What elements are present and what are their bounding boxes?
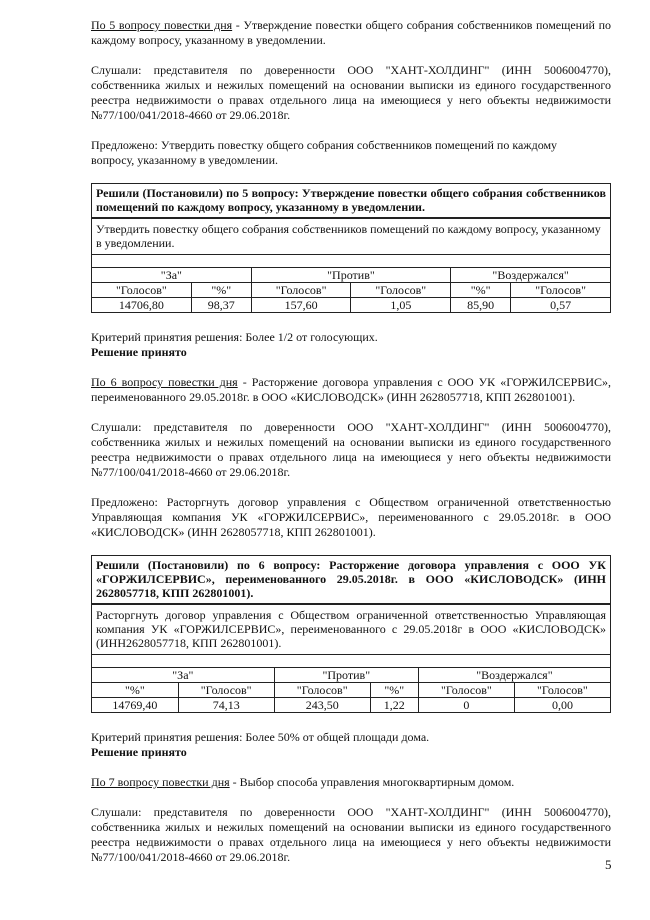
- q5-agenda-text: - Утверждение повестки общего собрания собственников помещений по каждому вопросу, указанному в уведомлении.: [91, 18, 611, 47]
- q6-col-header: "Голосов": [178, 683, 274, 698]
- q6-result: Решение принято: [91, 745, 187, 759]
- page-number: 5: [605, 857, 612, 872]
- q6-heard: Слушали: представителя по доверенности ООО "ХАНТ-ХОЛДИНГ" (ИНН 5006004770), собственника жилых и нежилых помещений на основании выписки из единого государственного реестра недвижимости о правах отдельного лица на имеющиеся у него объекты недвижимости №77/100/041/2018-4660 от 29.06.2018г.: [91, 420, 611, 479]
- q7-agenda: [91, 775, 611, 790]
- q6-agenda: [91, 375, 611, 405]
- q5-col-header: "Голосов": [351, 283, 451, 298]
- document-page: [91, 18, 611, 880]
- q7-heard: Слушали: представителя по доверенности ООО "ХАНТ-ХОЛДИНГ" (ИНН 5006004770), собственника жилых и нежилых помещений на основании выписки из единого государственного реестра недвижимости о правах отдельного лица на имеющиеся у него объекты недвижимости №77/100/041/2018-4660 от 29.06.2018г.: [91, 805, 611, 864]
- q5-decision-text: Утвердить повестку общего собрания собственников помещений по каждому вопросу, указанному в уведомлении.: [92, 218, 611, 255]
- q6-decision-table: [91, 555, 611, 713]
- q6-decision-text: Расторгнуть договор управления с Обществом ограниченной ответственностью Управляющая компания УК «ГОРЖИЛСЕРВИС», переименованного с 29.05.2018г в ООО «КИСЛОВОДСК» (ИНН2628057718, КПП 262801001).: [92, 604, 611, 655]
- q6-agenda-text: - Расторжение договора управления с ООО УК «ГОРЖИЛСЕРВИС», переименованного 29.05.2018г. в ООО «КИСЛОВОДСК» (ИНН 2628057718, КПП 262801001).: [91, 375, 611, 404]
- q5-agenda: [91, 18, 611, 48]
- q5-group-against: "Против": [251, 268, 450, 283]
- q5-group-for: "За": [92, 268, 252, 283]
- q5-col-header: "Голосов": [92, 283, 192, 298]
- q6-group-for: "За": [92, 668, 275, 683]
- q6-value-cell: 243,50: [274, 698, 370, 713]
- q6-agenda-label: По 6 вопросу повестки дня: [91, 375, 238, 389]
- q5-decision-table: [91, 183, 611, 313]
- q5-col-header: "Голосов": [511, 283, 611, 298]
- q5-col-header: "%": [191, 283, 251, 298]
- q6-col-header: "%": [370, 683, 418, 698]
- q7-agenda-label: По 7 вопросу повестки дня: [91, 775, 230, 789]
- q6-col-header: "Голосов": [418, 683, 514, 698]
- q6-value-cell: 74,13: [178, 698, 274, 713]
- q5-col-header: "%": [451, 283, 511, 298]
- q6-value-cell: 14769,40: [92, 698, 179, 713]
- q6-col-header: "Голосов": [274, 683, 370, 698]
- q6-group-abstain: "Воздержался": [418, 668, 610, 683]
- q5-value-cell: 14706,80: [92, 298, 192, 313]
- q5-criterion: Критерий принятия решения: Более 1/2 от голосующих.: [91, 330, 378, 344]
- q5-decision-title: Решили (Постановили) по 5 вопросу: Утверждение повестки общего собрания собственников помещений по каждому вопросу, указанному в уведомлении.: [92, 184, 611, 219]
- q5-proposed: Предложено: Утвердить повестку общего собрания собственников помещений по каждому вопросу, указанному в уведомлении.: [91, 138, 558, 167]
- q6-col-header: "Голосов": [514, 683, 610, 698]
- q6-value-cell: 0,00: [514, 698, 610, 713]
- q5-heard: Слушали: представителя по доверенности ООО "ХАНТ-ХОЛДИНГ" (ИНН 5006004770), собственника жилых и нежилых помещений на основании выписки из единого государственного реестра недвижимости о правах отдельного лица на имеющиеся у него объекты недвижимости №77/100/041/2018-4660 от 29.06.2018г.: [91, 63, 611, 122]
- q6-group-against: "Против": [274, 668, 418, 683]
- q5-spacer-row: [92, 255, 611, 268]
- q6-value-cell: 1,22: [370, 698, 418, 713]
- q5-value-cell: 157,60: [251, 298, 351, 313]
- q5-group-abstain: "Воздержался": [451, 268, 611, 283]
- q5-agenda-label: По 5 вопросу повестки дня: [91, 18, 233, 32]
- q5-value-cell: 98,37: [191, 298, 251, 313]
- q6-decision-title: Решили (Постановили) по 6 вопросу: Расторжение договора управления с ООО УК «ГОРЖИЛСЕРВИС», переименованного 29.05.2018г. в ООО «КИСЛОВОДСК» (ИНН 2628057718, КПП 262801001).: [92, 556, 611, 605]
- q5-value-cell: 0,57: [511, 298, 611, 313]
- q5-value-cell: 85,90: [451, 298, 511, 313]
- q6-spacer-row: [92, 655, 611, 668]
- q5-value-cell: 1,05: [351, 298, 451, 313]
- q6-col-header: "%": [92, 683, 179, 698]
- q5-col-header: "Голосов": [251, 283, 351, 298]
- q6-criterion: Критерий принятия решения: Более 50% от общей площади дома.: [91, 730, 430, 744]
- q6-proposed: Предложено: Расторгнуть договор управления с Обществом ограниченной ответственностью Управляющая компания УК «ГОРЖИЛСЕРВИС», переименованного с 29.05.2018г. в ООО «КИСЛОВОДСК» (ИНН 2628057718, КПП 262801001).: [91, 495, 611, 539]
- q6-value-cell: 0: [418, 698, 514, 713]
- q7-agenda-text: - Выбор способа управления многоквартирным домом.: [229, 775, 515, 789]
- q5-result: Решение принято: [91, 345, 187, 359]
